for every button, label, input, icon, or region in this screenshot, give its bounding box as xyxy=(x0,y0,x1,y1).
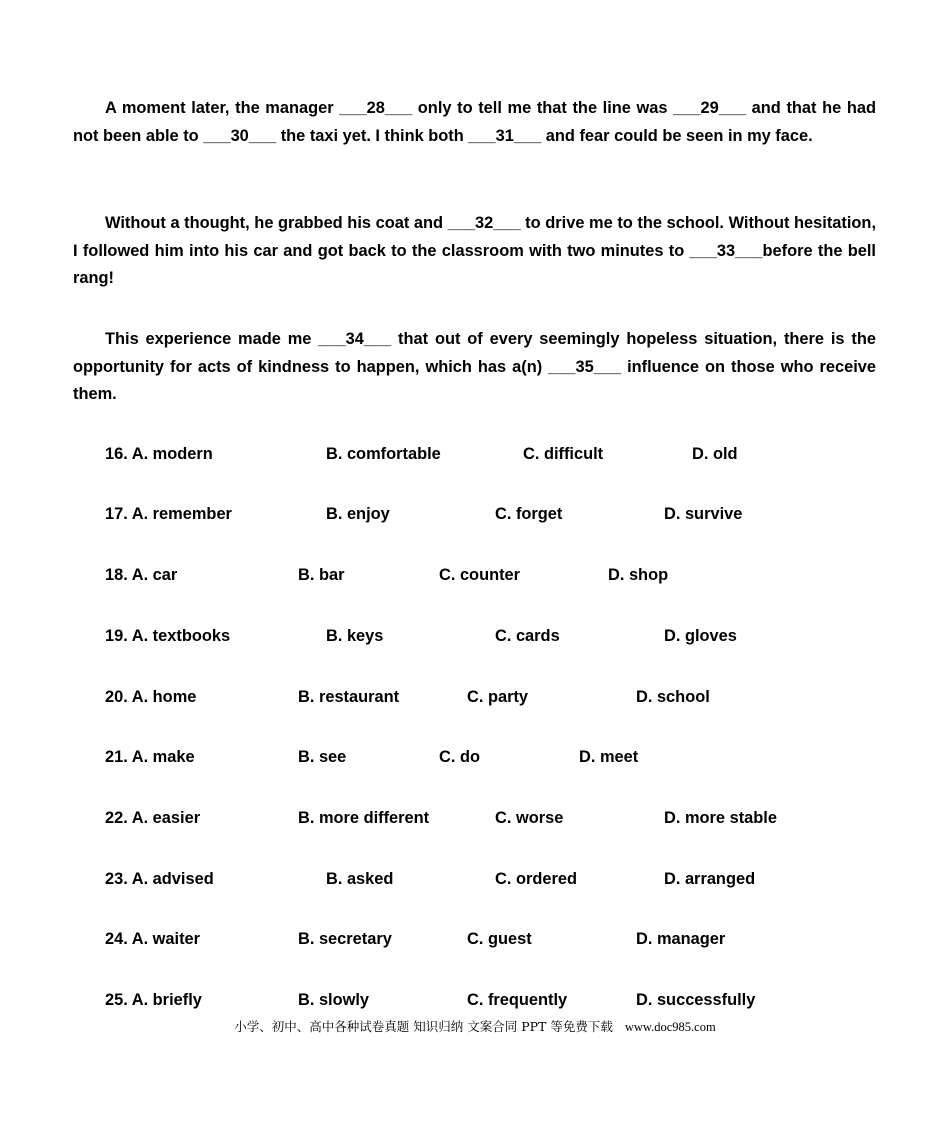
passage-paragraph: This experience made me ___34___ that out of every seemingly hopeless situation, there is the opportunity for acts of kindness to happen, which has a(n) ___35___ influence on those who receive them. xyxy=(73,330,876,403)
option-a: 23. A. advised xyxy=(105,870,214,888)
passage-paragraph: Without a thought, he grabbed his coat and ___32___ to drive me to the school. Without hesitation, I followed him into his car and got back to the classroom with two minutes to ___33___before the bell rang! xyxy=(73,214,876,287)
option-a: 18. A. car xyxy=(105,566,178,584)
passage-paragraph: A moment later, the manager ___28___ only to tell me that the line was ___29___ and that he had not been able to ___30___ the taxi yet. I think both ___31___ and fear could be seen in my face. xyxy=(73,99,876,145)
option-b: B. slowly xyxy=(298,991,370,1009)
option-a: 24. A. waiter xyxy=(105,930,201,948)
option-d: D. meet xyxy=(579,748,639,766)
option-b: B. bar xyxy=(298,566,345,584)
option-d: D. arranged xyxy=(664,870,756,888)
question-21 xyxy=(0,745,950,769)
option-b: B. asked xyxy=(326,870,394,888)
question-25 xyxy=(0,988,950,1012)
question-17 xyxy=(0,502,950,526)
option-a: 17. A. remember xyxy=(105,505,232,523)
option-c: C. counter xyxy=(439,566,521,584)
option-b: B. enjoy xyxy=(326,505,390,523)
option-c: C. cards xyxy=(495,627,560,645)
option-c: C. frequently xyxy=(467,991,568,1009)
question-24 xyxy=(0,927,950,951)
footer-site-link[interactable]: www.doc985.com xyxy=(624,1020,716,1034)
option-b: B. see xyxy=(298,748,347,766)
option-c: C. forget xyxy=(495,505,563,523)
option-a: 20. A. home xyxy=(105,688,197,706)
option-a: 16. A. modern xyxy=(105,445,213,463)
option-b: B. secretary xyxy=(298,930,392,948)
option-a: 25. A. briefly xyxy=(105,991,202,1009)
footer-text: 小学、初中、高中各种试卷真题 知识归纳 文案合同 PPT 等免费下载 xyxy=(234,1019,613,1034)
option-b: B. restaurant xyxy=(298,688,400,706)
option-c: C. ordered xyxy=(495,870,577,888)
option-c: C. guest xyxy=(467,930,532,948)
option-a: 19. A. textbooks xyxy=(105,627,231,645)
option-c: C. do xyxy=(439,748,480,766)
option-c: C. party xyxy=(467,688,529,706)
question-20 xyxy=(0,685,950,709)
option-a: 22. A. easier xyxy=(105,809,201,827)
option-d: D. manager xyxy=(636,930,726,948)
question-16 xyxy=(0,442,950,466)
option-d: D. more stable xyxy=(664,809,777,827)
option-d: D. gloves xyxy=(664,627,737,645)
option-b: B. comfortable xyxy=(326,445,441,463)
option-d: D. successfully xyxy=(636,991,756,1009)
page-footer xyxy=(0,1017,950,1037)
option-d: D. school xyxy=(636,688,710,706)
option-d: D. old xyxy=(692,445,738,463)
question-18 xyxy=(0,563,950,587)
question-19 xyxy=(0,624,950,648)
option-c: C. worse xyxy=(495,809,564,827)
option-a: 21. A. make xyxy=(105,748,195,766)
question-23 xyxy=(0,867,950,891)
option-d: D. survive xyxy=(664,505,743,523)
option-c: C. difficult xyxy=(523,445,604,463)
option-d: D. shop xyxy=(608,566,669,584)
question-22 xyxy=(0,806,950,830)
option-b: B. more different xyxy=(298,809,430,827)
option-b: B. keys xyxy=(326,627,384,645)
